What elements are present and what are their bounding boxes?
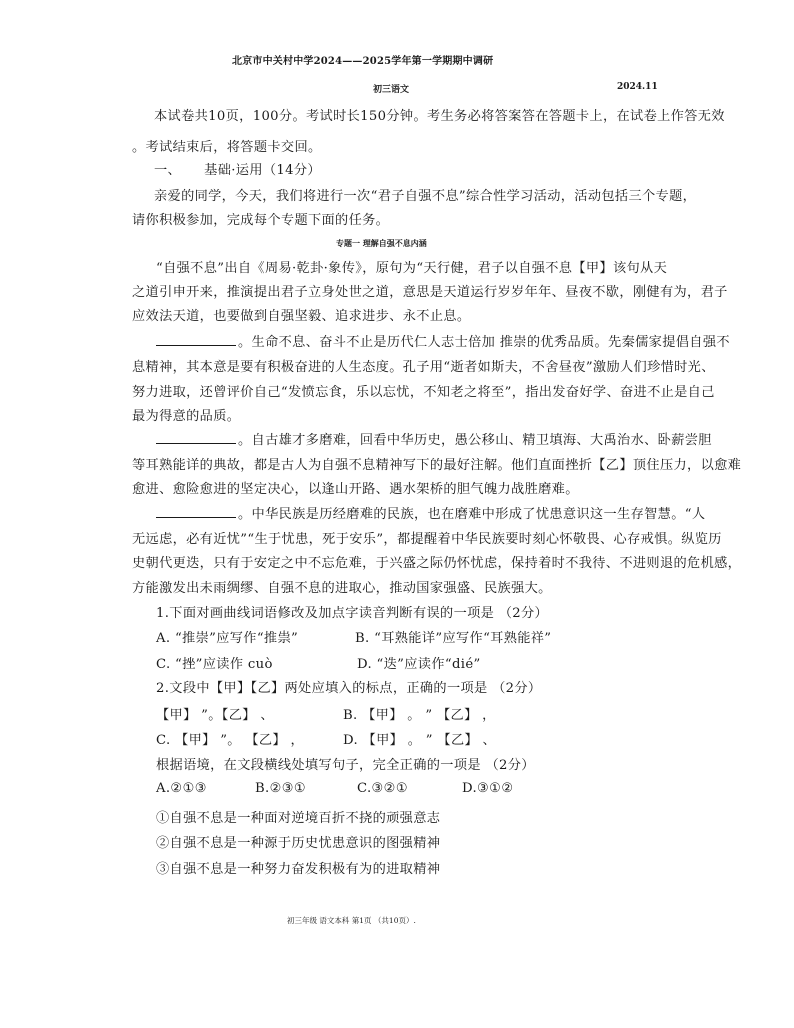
q3-option-d: D.③①② bbox=[462, 781, 514, 796]
preface-line-1: 亲爱的同学，今天，我们将进行一次“君子自强不息”综合性学习活动，活动包括三个专题， bbox=[154, 189, 697, 204]
passage-p2-line-4: 最为得意的品质。 bbox=[132, 409, 241, 424]
fill-blank-3 bbox=[156, 505, 236, 518]
exam-date: 2024.11 bbox=[617, 82, 658, 92]
section-title: 基础·运用（14分） bbox=[204, 163, 321, 178]
question-3-stem: 根据语境，在文段横线处填写句子，完全正确的一项是 （2分） bbox=[156, 758, 535, 773]
passage-p4-line-4: 方能激发出未雨绸缪、自强不息的进取心，推动国家强盛、民族强大。 bbox=[132, 581, 552, 596]
topic-1-heading: 专题一 理解自强不息内涵 bbox=[336, 238, 427, 248]
fill-blank-2 bbox=[156, 431, 236, 444]
passage-p1-line-3: 应效法天道，也要做到自强坚毅、追求进步、永不止息。 bbox=[132, 309, 471, 324]
q3-option-b: B.②③① bbox=[255, 781, 307, 796]
passage-p3-line-2: 等耳熟能详的典故，都是古人为自强不息精神写下的最好注解。他们直面挫折【乙】顶住压力，以愈难 bbox=[132, 458, 742, 473]
passage-p4-line-1 bbox=[156, 503, 705, 522]
passage-p3-line-1 bbox=[156, 429, 712, 448]
q2-option-a: 【甲】 ”。【乙】 、 bbox=[156, 708, 274, 723]
passage-p3-line-3: 愈进、愈险愈进的坚定决心，以逢山开路、遇水架桥的胆气魄力战胜磨难。 bbox=[132, 482, 579, 497]
page-footer: 初三年级 语文本科 第1页 （共10页）. bbox=[287, 916, 416, 925]
q3-option-c: C.③②① bbox=[357, 781, 409, 796]
q1-option-a: A. “推崇”应写作“推祟” bbox=[156, 631, 299, 646]
passage-p4-line-1-text: 。中华民族是历经磨难的民族，也在磨难中形成了忧患意识这一生存智慧。“人 bbox=[238, 507, 706, 522]
passage-p1-line-2: 之道引申开来，推演提出君子立身处世之道，意思是天道运行岁岁年年、昼夜不歇，刚健有为，君子 bbox=[132, 285, 728, 300]
q1-option-b: B. “耳熟能详”应写作“耳熟能祥” bbox=[355, 631, 552, 646]
section-number: 一、 bbox=[154, 163, 182, 178]
exam-title: 北京市中关村中学2024——2025学年第一学期期中调研 bbox=[232, 56, 494, 67]
passage-p2-line-2: 息精神，其本意是要有积极奋进的人生态度。孔子用“逝者如斯夫，不舍昼夜”激励人们珍惜时光、 bbox=[132, 360, 715, 375]
q2-option-d: D. 【甲】 。 ” 【乙】 、 bbox=[343, 733, 497, 748]
q3-statement-2: ②自强不息是一种源于历史忧患意识的图强精神 bbox=[156, 836, 441, 851]
passage-p4-line-2: 无远虑，必有近忧”“生于忧患，死于安乐”，都提醒着中华民族要时刻心怀敬畏、心存戒惧。纵览历 bbox=[132, 532, 722, 547]
q1-option-d: D. “迭”应读作“dié” bbox=[357, 657, 481, 672]
question-1-stem: 1.下面对画曲线词语修改及加点字读音判断有误的一项是 （2分） bbox=[156, 606, 549, 621]
passage-p4-line-3: 史朝代更迭，只有于安定之中不忘危难，于兴盛之际仍怀忧虑，保持着时不我待、不进则退的危机感， bbox=[132, 556, 742, 571]
q2-option-b: B. 【甲】 。 ” 【乙】 ， bbox=[343, 708, 496, 723]
passage-p1-line-1: “自强不息”出自《周易·乾卦·象传》，原句为“天行健，君子以自强不息【甲】该句从天 bbox=[156, 261, 668, 276]
passage-p3-line-1-text: 。自古雄才多磨难，回看中华历史，愚公移山、精卫填海、大禹治水、卧薪尝胆 bbox=[238, 433, 712, 448]
preface-line-2: 请你积极参加，完成每个专题下面的任务。 bbox=[132, 213, 390, 228]
exam-subject: 初三语文 bbox=[373, 85, 410, 95]
q1-option-c: C. “挫”应读作 cuò bbox=[156, 657, 273, 672]
passage-p2-line-1 bbox=[156, 331, 730, 350]
q3-option-a: A.②①③ bbox=[156, 781, 207, 796]
passage-p2-line-1-text: 。生命不息、奋斗不止是历代仁人志士倍加 推崇的优秀品质。先秦儒家提倡自强不 bbox=[238, 335, 730, 350]
q2-option-c: C. 【甲】 ”。 【乙】 ， bbox=[156, 733, 305, 748]
passage-p2-line-3: 努力进取，还曾评价自己“发愤忘食，乐以忘忧，不知老之将至”，指出发奋好学、奋进不止是自己 bbox=[132, 385, 715, 400]
intro-line-2: 。考试结束后，将答题卡交回。 bbox=[132, 140, 322, 155]
intro-line-1: 本试卷共10页，100分。考试时长150分钟。考生务必将答案答在答题卡上，在试卷上作答无效 bbox=[154, 109, 725, 124]
question-2-stem: 2.文段中【甲】【乙】两处应填入的标点，正确的一项是 （2分） bbox=[156, 681, 542, 696]
section-1-heading bbox=[154, 159, 321, 178]
fill-blank-1 bbox=[156, 333, 236, 346]
q3-statement-3: ③自强不息是一种努力奋发积极有为的进取精神 bbox=[156, 862, 441, 877]
q3-statement-1: ①自强不息是一种面对逆境百折不挠的顽强意志 bbox=[156, 811, 441, 826]
